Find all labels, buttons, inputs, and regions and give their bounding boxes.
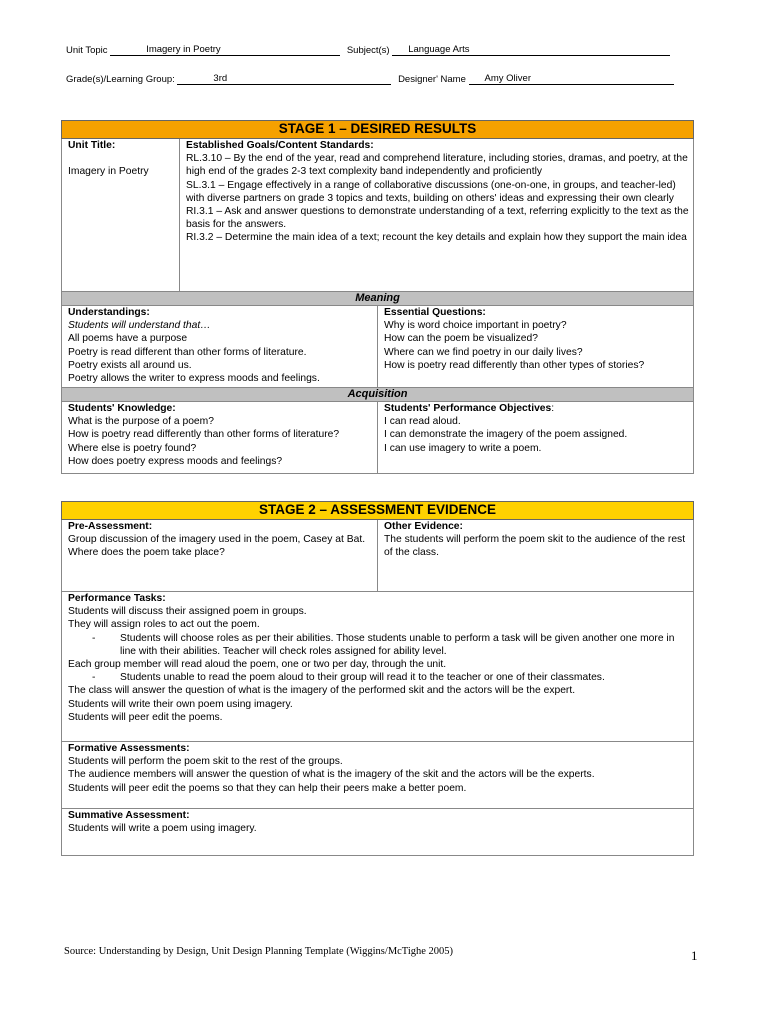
task-line: Students will peer edit the poems. bbox=[68, 711, 223, 723]
formative-item: Students will peer edit the poems so that they can help their peers make a better poem. bbox=[68, 782, 467, 794]
stage1-title: STAGE 1 – DESIRED RESULTS bbox=[62, 121, 694, 139]
task-bullet-list bbox=[68, 671, 693, 684]
summative-text: Students will write a poem using imagery. bbox=[68, 823, 257, 835]
task-bullet: - Students unable to read the poem aloud to their group will read it to the teacher or one of their classmates. bbox=[120, 671, 693, 684]
task-line: Students will write their own poem using imagery. bbox=[68, 698, 293, 710]
essential-questions-cell bbox=[378, 306, 694, 388]
knowledge-item: How is poetry read differently than other forms of literature? bbox=[68, 429, 340, 441]
performance-cell bbox=[378, 402, 694, 474]
essential-questions-label: Essential Questions: bbox=[384, 307, 486, 318]
performance-colon: : bbox=[551, 403, 555, 414]
header-line-1 bbox=[66, 44, 670, 56]
task-bullet: - Students will choose roles as per their abilities. Those students unable to perform a task will be given another one more in line with their abilities. Teacher will check roles assigned for ability level. bbox=[120, 632, 693, 658]
goal-item: RI.3.1 – Ask and answer questions to demonstrate understanding of a text, referring explicitly to the text as the basis for the answers. bbox=[186, 206, 689, 231]
knowledge-item: How does poetry express moods and feelings? bbox=[68, 455, 283, 467]
unit-title-label: Unit Title: bbox=[68, 140, 116, 151]
question-item: Why is word choice important in poetry? bbox=[384, 320, 567, 332]
task-line: They will assign roles to act out the poem. bbox=[68, 619, 260, 631]
performance-tasks-cell bbox=[62, 592, 694, 742]
designer-label: Designer' Name bbox=[398, 74, 466, 85]
question-item: How is poetry read differently than other types of stories? bbox=[384, 359, 645, 371]
unit-topic-value: Imagery in Poetry bbox=[110, 44, 340, 56]
task-bullet-list bbox=[68, 632, 693, 658]
unit-title-cell bbox=[62, 139, 180, 292]
question-item: Where can we find poetry in our daily lives? bbox=[384, 346, 583, 358]
knowledge-cell bbox=[62, 402, 378, 474]
header-line-2 bbox=[66, 73, 674, 85]
summative-cell bbox=[62, 809, 694, 856]
designer-value: Amy Oliver bbox=[469, 73, 674, 85]
performance-item: I can use imagery to write a poem. bbox=[384, 442, 542, 454]
task-line: Students will discuss their assigned poem in groups. bbox=[68, 606, 307, 618]
goal-item: RI.3.2 – Determine the main idea of a text; recount the key details and explain how they support the main idea bbox=[186, 232, 687, 244]
grade-value: 3rd bbox=[177, 73, 391, 85]
understandings-cell bbox=[62, 306, 378, 388]
unit-title-value: Imagery in Poetry bbox=[68, 166, 149, 178]
understanding-item: Poetry exists all around us. bbox=[68, 359, 192, 371]
performance-tasks-label: Performance Tasks: bbox=[68, 593, 166, 604]
unit-topic-label: Unit Topic bbox=[66, 45, 108, 56]
pre-assessment-label: Pre-Assessment: bbox=[68, 521, 153, 532]
subjects-value: Language Arts bbox=[392, 44, 670, 56]
performance-item: I can demonstrate the imagery of the poem assigned. bbox=[384, 429, 628, 441]
stage1-table bbox=[61, 120, 694, 474]
subjects-label: Subject(s) bbox=[346, 45, 390, 56]
task-line: Each group member will read aloud the poem, one or two per day, through the unit. bbox=[68, 659, 447, 671]
goal-item: RL.3.10 – By the end of the year, read and comprehend literature, including stories, dramas, and poetry, at the high end of the grades 2-3 text complexity band independently and proficiently bbox=[186, 153, 688, 178]
other-evidence-label: Other Evidence: bbox=[384, 521, 463, 532]
understanding-item: All poems have a purpose bbox=[68, 333, 188, 345]
goal-item: SL.3.1 – Engage effectively in a range of collaborative discussions (one-on-one, in groups, and teacher-led) with diverse partners on grade 3 topics and texts, building on others' ideas and expressing their own clearly bbox=[186, 179, 676, 204]
pre-assessment-cell bbox=[62, 520, 378, 592]
grade-label: Grade(s)/Learning Group: bbox=[66, 74, 175, 85]
knowledge-item: What is the purpose of a poem? bbox=[68, 416, 214, 428]
goals-cell bbox=[180, 139, 694, 292]
acquisition-band: Acquisition bbox=[62, 388, 694, 402]
other-evidence-text: The students will perform the poem skit to the audience of the rest of the class. bbox=[384, 534, 686, 559]
formative-item: The audience members will answer the question of what is the imagery of the skit and the actors will be the experts. bbox=[68, 769, 595, 781]
question-item: How can the poem be visualized? bbox=[384, 333, 538, 345]
page-number: 1 bbox=[691, 948, 698, 963]
formative-item: Students will perform the poem skit to the rest of the groups. bbox=[68, 756, 343, 768]
understandings-intro: Students will understand that… bbox=[68, 320, 211, 332]
knowledge-item: Where else is poetry found? bbox=[68, 442, 197, 454]
formative-cell bbox=[62, 742, 694, 809]
performance-label: Students' Performance Objectives bbox=[384, 403, 552, 414]
understanding-item: Poetry allows the writer to express moods and feelings. bbox=[68, 373, 320, 385]
understandings-label: Understandings: bbox=[68, 307, 150, 318]
pre-assessment-text: Group discussion of the imagery used in the poem, Casey at Bat. Where does the poem take place? bbox=[68, 534, 366, 559]
performance-item: I can read aloud. bbox=[384, 416, 461, 428]
other-evidence-cell bbox=[378, 520, 694, 592]
knowledge-label: Students' Knowledge: bbox=[68, 403, 176, 414]
task-line: The class will answer the question of what is the imagery of the performed skit and the actors will be the expert. bbox=[68, 685, 576, 697]
stage2-title: STAGE 2 – ASSESSMENT EVIDENCE bbox=[62, 502, 694, 520]
goals-label: Established Goals/Content Standards: bbox=[186, 140, 374, 151]
meaning-band: Meaning bbox=[62, 292, 694, 306]
source-footer: Source: Understanding by Design, Unit Design Planning Template (Wiggins/McTighe 2005) bbox=[64, 946, 454, 957]
summative-label: Summative Assessment: bbox=[68, 810, 190, 821]
stage2-table bbox=[61, 501, 694, 856]
formative-label: Formative Assessments: bbox=[68, 743, 190, 754]
understanding-item: Poetry is read different than other forms of literature. bbox=[68, 346, 307, 358]
